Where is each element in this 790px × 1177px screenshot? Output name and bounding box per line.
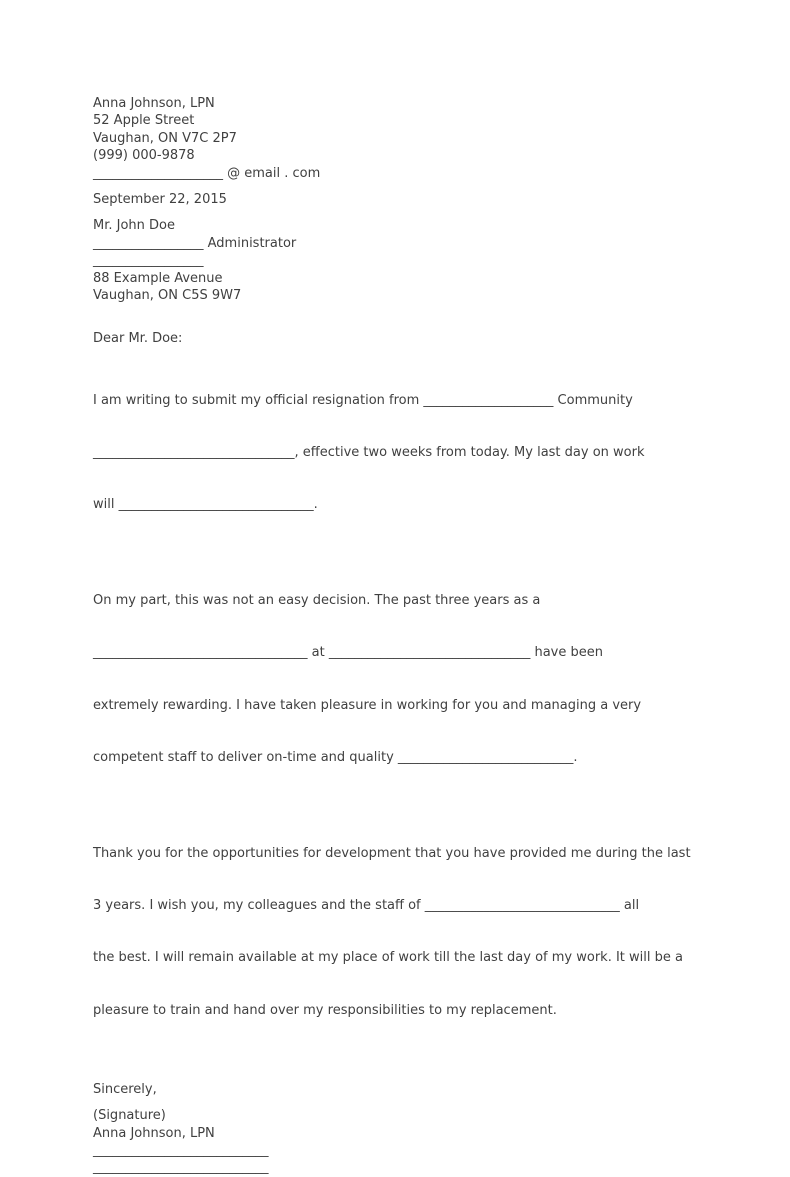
paragraph-line: Thank you for the opportunities for development that you have provided me during the last [93,845,691,861]
salutation: Dear Mr. Doe: [93,331,183,347]
signature-blank-line-1: ___________________________ [93,1142,269,1158]
recipient-name: Mr. John Doe [93,218,175,234]
signer-name: Anna Johnson, LPN [93,1125,215,1141]
signature-blank-line-2: ___________________________ [93,1160,269,1176]
paragraph-line: 3 years. I wish you, my colleagues and the staff of ______________________________ all [93,898,640,914]
recipient-city: Vaughan, ON C5S 9W7 [93,288,242,304]
sender-block [93,95,703,182]
paragraph-line: pleasure to train and hand over my responsibilities to my replacement. [93,1002,557,1018]
paragraph-line: will ______________________________. [93,497,318,513]
recipient-organization: _________________ [93,253,204,269]
body-paragraph-3 [93,810,703,1054]
sender-email: ____________________ @ email . com [93,165,321,181]
paragraph-line: extremely rewarding. I have taken pleasure in working for you and managing a very [93,697,642,713]
paragraph-line: On my part, this was not an easy decision. The past three years as a [93,593,541,609]
letter-date: September 22, 2015 [93,192,227,208]
recipient-block [93,217,703,304]
body-paragraph-1 [93,357,703,548]
recipient-street: 88 Example Avenue [93,270,223,286]
recipient-title: _________________ Administrator [93,235,297,251]
paragraph-line: _______________________________, effective two weeks from today. My last day on work [93,444,645,460]
paragraph-line: competent staff to deliver on-time and quality ___________________________. [93,749,578,765]
body-paragraph-2 [93,557,703,801]
sender-city: Vaughan, ON V7C 2P7 [93,130,237,146]
paragraph-line: I am writing to submit my official resignation from ____________________ Community [93,392,633,408]
paragraph-line: _________________________________ at _______________________________ have been [93,645,603,661]
paragraph-line: the best. I will remain available at my place of work till the last day of my work. It will be a [93,950,683,966]
signature-block [93,1107,703,1177]
sender-street: 52 Apple Street [93,113,195,129]
sender-name: Anna Johnson, LPN [93,96,215,111]
signature-placeholder: (Signature) [93,1108,166,1124]
sender-phone: (999) 000-9878 [93,148,195,164]
closing-sincerely: Sincerely, [93,1081,157,1097]
letter-page [93,95,703,1177]
